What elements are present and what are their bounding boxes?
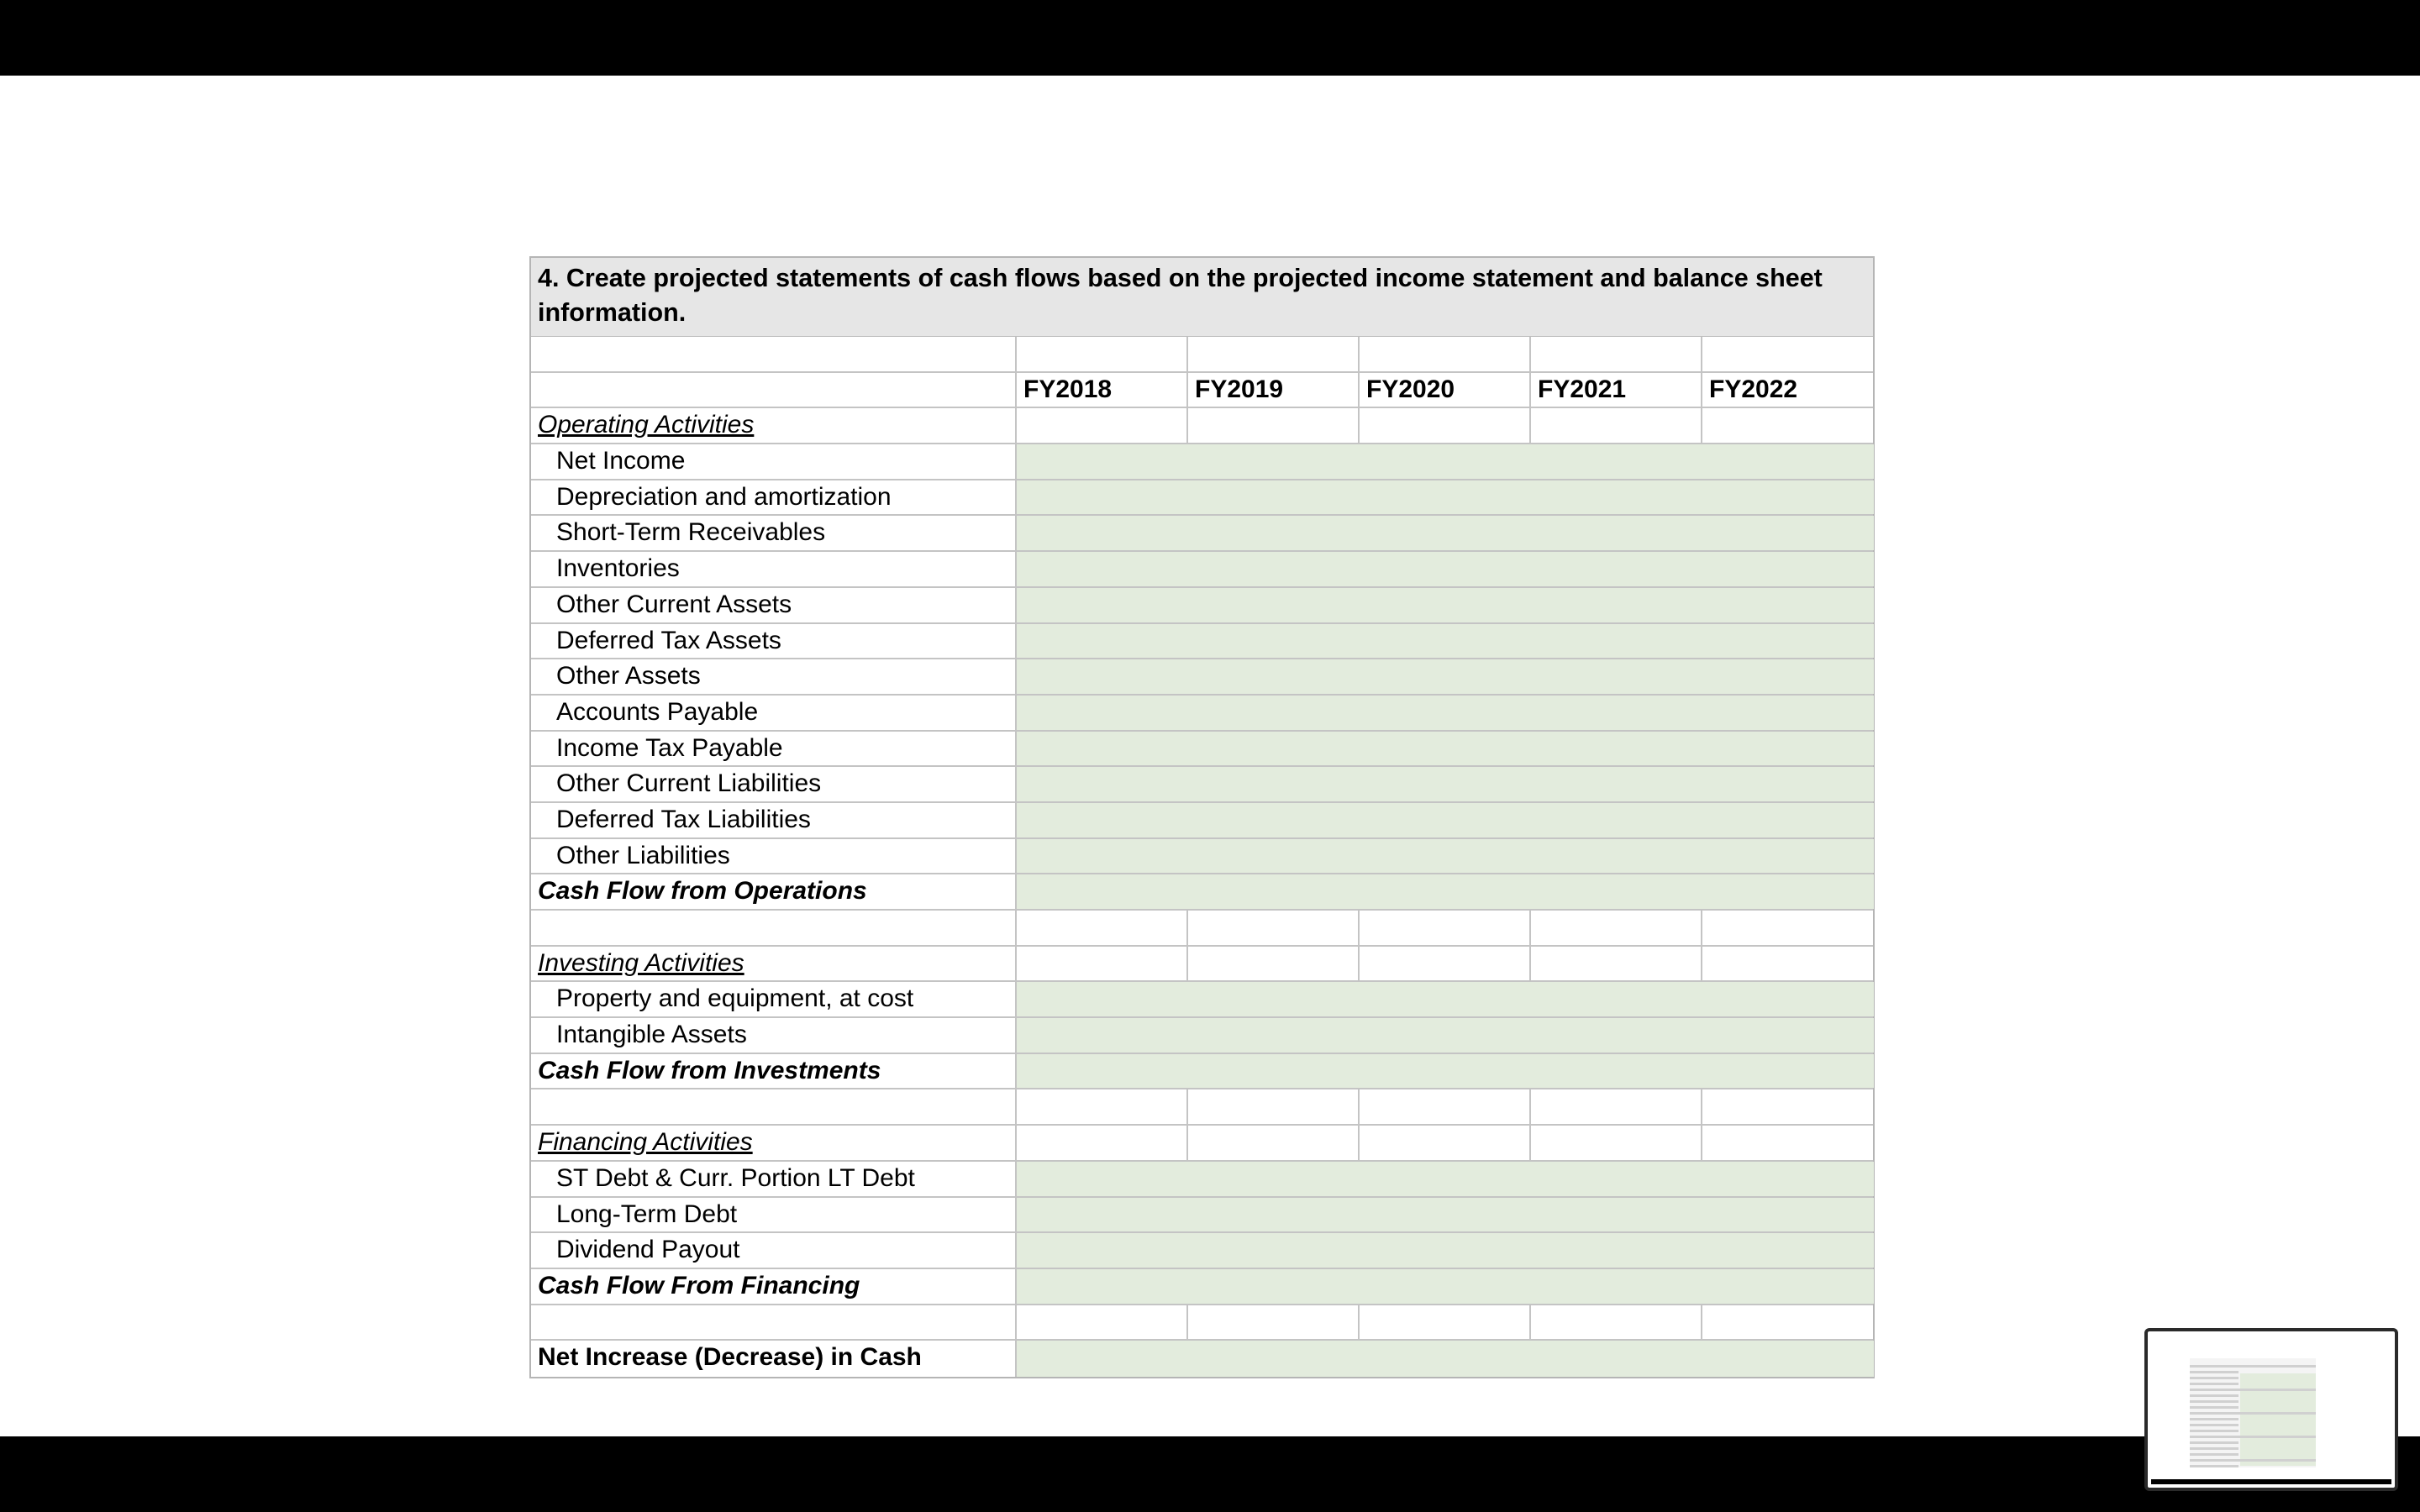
bottom-letterbox-bar [0,1436,2420,1512]
value-cell[interactable] [1702,659,1874,694]
value-cell[interactable] [1017,516,1188,550]
table-row [531,444,1873,480]
worksheet-rows [531,337,1873,1377]
row-label[interactable]: Dividend Payout [531,1233,1017,1268]
table-row [531,839,1873,875]
value-cell[interactable] [1188,1233,1360,1268]
value-cell[interactable] [1702,874,1874,909]
value-cell[interactable] [1188,408,1360,443]
table-row [531,1269,1873,1305]
row-label[interactable]: Long-Term Debt [531,1198,1017,1232]
value-cell[interactable] [1702,588,1874,622]
thumbnail-line [2190,1412,2316,1415]
row-label[interactable]: Income Tax Payable [531,732,1017,766]
value-cell[interactable] [1360,516,1531,550]
value-cell[interactable] [1360,1269,1531,1304]
value-cell[interactable] [1531,1233,1702,1268]
thumbnail-line [2190,1424,2238,1426]
value-cell[interactable] [1360,624,1531,659]
value-cell[interactable] [1531,659,1702,694]
value-cell[interactable] [1702,1089,1874,1124]
value-cell[interactable] [1360,1233,1531,1268]
value-cell[interactable] [1017,1305,1188,1340]
thumbnail-green-area [2240,1373,2316,1466]
table-row [531,1162,1873,1198]
value-cell[interactable] [1360,1018,1531,1053]
table-row [531,588,1873,624]
thumbnail-line [2190,1371,2238,1373]
value-cell[interactable] [1360,1341,1531,1377]
value-cell[interactable] [1531,1198,1702,1232]
value-cell[interactable] [1188,947,1360,981]
value-cell[interactable] [1531,1341,1702,1377]
thumbnail-line [2190,1436,2316,1438]
value-cell[interactable] [1702,337,1874,371]
value-cell[interactable] [1702,1126,1874,1160]
table-row [531,1341,1873,1377]
value-cell[interactable] [1017,1233,1188,1268]
value-cell[interactable] [1360,803,1531,837]
table-row [531,516,1873,552]
value-cell[interactable] [1360,1089,1531,1124]
value-cell[interactable] [1702,839,1874,874]
thumbnail-bottom-bar [2151,1479,2391,1484]
column-header-row [531,373,1873,409]
value-cell[interactable] [1531,1089,1702,1124]
value-cell[interactable] [1702,1054,1874,1089]
thumbnail-line [2190,1441,2238,1444]
value-cell[interactable] [1017,839,1188,874]
table-row [531,1305,1873,1341]
cash-flow-worksheet [529,256,1875,1378]
value-cell[interactable] [1360,1054,1531,1089]
value-cell[interactable] [1531,767,1702,801]
value-cell[interactable] [1531,803,1702,837]
table-row [531,982,1873,1018]
value-cell[interactable] [1531,408,1702,443]
value-cell[interactable] [1531,480,1702,515]
value-cell[interactable] [1188,911,1360,945]
row-label[interactable]: Property and equipment, at cost [531,982,1017,1016]
value-cell[interactable] [1017,444,1188,479]
value-cell[interactable] [1017,480,1188,515]
value-cell[interactable] [1360,1126,1531,1160]
table-row [531,408,1873,444]
value-cell[interactable] [1017,982,1188,1016]
value-cell[interactable] [1188,696,1360,730]
row-label[interactable]: Intangible Assets [531,1018,1017,1053]
table-row [531,1126,1873,1162]
value-cell[interactable] [1702,1162,1874,1196]
value-cell[interactable] [1017,552,1188,586]
thumbnail-line [2190,1377,2238,1379]
value-cell[interactable] [1360,874,1531,909]
table-row [531,1054,1873,1090]
thumbnail-line [2190,1394,2238,1397]
value-cell[interactable] [1531,516,1702,550]
value-cell[interactable] [1702,947,1874,981]
row-label[interactable]: Financing Activities [531,1126,1017,1160]
value-cell[interactable] [1017,1269,1188,1304]
value-cell[interactable] [1188,1198,1360,1232]
value-cell[interactable] [1017,1054,1188,1089]
value-cell[interactable] [1017,408,1188,443]
table-row [531,480,1873,517]
column-header-fy2019[interactable]: FY2019 [1188,373,1360,407]
value-cell[interactable] [1188,982,1360,1016]
thumbnail-line [2190,1447,2238,1450]
value-cell[interactable] [1188,874,1360,909]
thumbnail-line [2190,1459,2316,1462]
value-cell[interactable] [1531,552,1702,586]
value-cell[interactable] [1531,1018,1702,1053]
thumbnail-line [2190,1365,2316,1368]
value-cell[interactable] [1188,1126,1360,1160]
value-cell[interactable] [1188,767,1360,801]
value-cell[interactable] [1531,337,1702,371]
value-cell[interactable] [1188,803,1360,837]
value-cell[interactable] [1360,444,1531,479]
value-cell[interactable] [1702,1233,1874,1268]
table-row [531,1089,1873,1126]
value-cell[interactable] [1360,839,1531,874]
value-cell[interactable] [1188,1269,1360,1304]
thumbnail-line [2190,1430,2238,1432]
value-cell[interactable] [1188,1089,1360,1124]
value-cell[interactable] [1531,1305,1702,1340]
row-label[interactable] [531,373,1017,407]
value-cell[interactable] [1702,408,1874,443]
value-cell[interactable] [1188,1162,1360,1196]
value-cell[interactable] [1188,552,1360,586]
value-cell[interactable] [1188,1305,1360,1340]
value-cell[interactable] [1531,732,1702,766]
value-cell[interactable] [1702,624,1874,659]
value-cell[interactable] [1017,803,1188,837]
value-cell[interactable] [1360,767,1531,801]
value-cell[interactable] [1188,1341,1360,1377]
row-label[interactable]: Cash Flow from Investments [531,1054,1017,1089]
thumbnail-line [2190,1400,2238,1403]
row-label[interactable] [531,1305,1017,1340]
value-cell[interactable] [1531,982,1702,1016]
value-cell[interactable] [1017,1089,1188,1124]
value-cell[interactable] [1017,588,1188,622]
row-label[interactable]: Investing Activities [531,947,1017,981]
row-label[interactable]: Short-Term Receivables [531,516,1017,550]
row-label[interactable]: Cash Flow From Financing [531,1269,1017,1304]
value-cell[interactable] [1360,732,1531,766]
value-cell[interactable] [1017,874,1188,909]
value-cell[interactable] [1360,480,1531,515]
value-cell[interactable] [1188,444,1360,479]
table-row [531,911,1873,947]
row-label[interactable]: Deferred Tax Liabilities [531,803,1017,837]
table-row [531,947,1873,983]
value-cell[interactable] [1017,947,1188,981]
table-row [531,552,1873,588]
value-cell[interactable] [1360,588,1531,622]
thumbnail-line [2190,1453,2238,1456]
row-label[interactable] [531,911,1017,945]
value-cell[interactable] [1360,1198,1531,1232]
row-label[interactable]: Net Income [531,444,1017,479]
table-row [531,767,1873,803]
table-row [531,732,1873,768]
value-cell[interactable] [1017,767,1188,801]
value-cell[interactable] [1017,1162,1188,1196]
row-label[interactable]: Other Current Liabilities [531,767,1017,801]
value-cell[interactable] [1017,1198,1188,1232]
value-cell[interactable] [1531,911,1702,945]
value-cell[interactable] [1702,982,1874,1016]
thumbnail-line [2190,1418,2238,1420]
value-cell[interactable] [1702,552,1874,586]
value-cell[interactable] [1531,588,1702,622]
row-label[interactable]: Net Increase (Decrease) in Cash [531,1341,1017,1377]
table-row [531,624,1873,660]
value-cell[interactable] [1531,696,1702,730]
value-cell[interactable] [1702,1305,1874,1340]
value-cell[interactable] [1702,1269,1874,1304]
value-cell[interactable] [1531,874,1702,909]
thumbnail-line [2190,1389,2316,1391]
value-cell[interactable] [1702,732,1874,766]
row-label[interactable]: Accounts Payable [531,696,1017,730]
thumbnail-sheet-preview [2190,1358,2316,1467]
value-cell[interactable] [1188,1018,1360,1053]
value-cell[interactable] [1017,732,1188,766]
value-cell[interactable] [1188,480,1360,515]
row-label[interactable]: Deferred Tax Assets [531,624,1017,659]
column-header-fy2022[interactable]: FY2022 [1709,375,1798,403]
value-cell[interactable] [1360,659,1531,694]
column-header-fy2021[interactable]: FY2021 [1531,373,1702,407]
row-label[interactable]: Other Assets [531,659,1017,694]
value-cell[interactable] [1360,982,1531,1016]
value-cell[interactable] [1017,911,1188,945]
value-cell[interactable] [1702,1341,1874,1377]
thumbnail-line [2190,1383,2238,1385]
row-label[interactable] [531,1089,1017,1124]
table-row [531,1198,1873,1234]
table-row [531,1233,1873,1269]
row-label[interactable]: ST Debt & Curr. Portion LT Debt [531,1162,1017,1196]
value-cell[interactable] [1360,696,1531,730]
value-cell[interactable] [1188,732,1360,766]
table-row [531,337,1873,373]
thumbnail-line [2190,1406,2238,1409]
value-cell[interactable] [1017,624,1188,659]
value-cell[interactable] [1360,408,1531,443]
value-cell[interactable] [1360,947,1531,981]
row-label[interactable]: Depreciation and amortization [531,480,1017,515]
value-cell[interactable] [1702,1018,1874,1053]
table-row [531,696,1873,732]
value-cell[interactable] [1188,839,1360,874]
top-letterbox-bar [0,0,2420,76]
value-cell[interactable] [1702,767,1874,801]
value-cell[interactable] [1017,337,1188,371]
value-cell[interactable] [1702,444,1874,479]
value-cell[interactable] [1531,1269,1702,1304]
row-label[interactable]: Cash Flow from Operations [531,874,1017,909]
table-row [531,659,1873,696]
value-cell[interactable] [1702,803,1874,837]
value-cell[interactable] [1017,1018,1188,1053]
value-cell[interactable] [1531,839,1702,874]
value-cell[interactable] [1702,911,1874,945]
value-cell[interactable] [1702,1198,1874,1232]
column-header-fy2018[interactable]: FY2018 [1017,373,1188,407]
value-cell[interactable] [1531,624,1702,659]
value-cell[interactable] [1188,1054,1360,1089]
value-cell[interactable] [1017,659,1188,694]
value-cell[interactable] [1017,1341,1188,1377]
table-row [531,803,1873,839]
table-row [531,1018,1873,1054]
value-cell[interactable] [1531,444,1702,479]
value-cell[interactable] [1360,337,1531,371]
value-cell[interactable] [1360,1305,1531,1340]
row-label[interactable]: Operating Activities [531,408,1017,443]
value-cell[interactable] [1360,552,1531,586]
worksheet-title: 4. Create projected statements of cash flows based on the projected income statement and balance sheet information. [531,258,1873,337]
value-cell[interactable] [1531,1054,1702,1089]
value-cell[interactable] [1017,1126,1188,1160]
row-label[interactable]: Other Liabilities [531,839,1017,874]
value-cell[interactable] [1531,1162,1702,1196]
table-row [531,874,1873,911]
value-cell[interactable] [1702,516,1874,550]
column-header-fy2020[interactable]: FY2020 [1360,373,1531,407]
value-cell[interactable] [1360,911,1531,945]
value-cell[interactable] [1702,480,1874,515]
value-cell[interactable] [1531,1126,1702,1160]
value-cell[interactable] [1702,696,1874,730]
value-cell[interactable] [1188,624,1360,659]
screenshot-thumbnail-preview[interactable] [2144,1328,2398,1491]
row-label[interactable] [531,337,1017,371]
value-cell[interactable] [1188,516,1360,550]
thumbnail-line [2190,1465,2238,1467]
value-cell[interactable] [1188,659,1360,694]
value-cell[interactable] [1360,1162,1531,1196]
row-label[interactable]: Other Current Assets [531,588,1017,622]
value-cell[interactable] [1188,337,1360,371]
value-cell[interactable] [1188,588,1360,622]
value-cell[interactable] [1017,696,1188,730]
value-cell[interactable] [1531,947,1702,981]
row-label[interactable]: Inventories [531,552,1017,586]
